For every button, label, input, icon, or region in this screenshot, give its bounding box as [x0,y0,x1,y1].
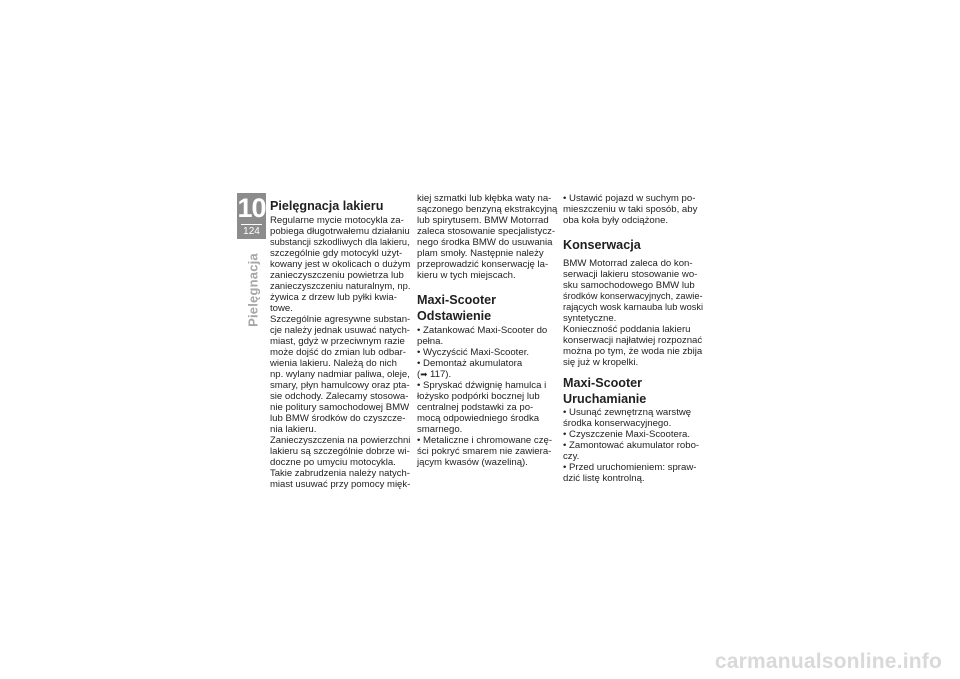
body-text-line: nie politury samochodowej BMW [270,402,410,413]
body-text-line: Szczególnie agresywne substan- [270,314,411,325]
body-text-line: • Przed uruchomieniem: spraw- [563,462,697,473]
body-text-line: wienia lakieru. Należą do nich [270,358,397,369]
body-text-line: przeprowadzić konserwację la- [417,259,549,270]
body-text-line: ści pokryć smarem nie zawiera- [417,446,552,457]
body-text-line: Zanieczyszczenia na powierzchni [270,435,411,446]
body-text-line: • Spryskać dźwignię hamulca i [417,380,547,391]
body-text-line: pobiega długotrwałemu działaniu [270,226,410,237]
body-text-line: lakieru są szczególnie dobrze wi- [270,446,410,457]
body-text-line: szczególnie gdy motocykl użyt- [270,248,403,259]
body-text-line: • Ustawić pojazd w suchym po- [563,193,696,204]
section-heading: Maxi-Scooter [417,293,497,307]
body-text-line: mieszczeniu w taki sposób, aby [563,204,698,215]
body-text-line: towe. [270,303,293,314]
body-text-line: • Demontaż akumulatora [417,358,523,369]
body-text-line: sączonego benzyną ekstrakcyjną [417,204,558,215]
body-text-line: • Czyszczenie Maxi-Scootera. [563,429,691,440]
body-text-line: żywica z drzew lub pyłki kwia- [270,292,397,303]
section-heading: Maxi-Scooter [563,376,643,390]
side-chapter-label: Pielęgnacja [245,253,261,327]
body-text-line: Regularne mycie motocykla za- [270,215,404,226]
body-text-line: np. wylany nadmiar paliwa, oleje, [270,369,410,380]
body-text-line: można po tym, że woda nie zbija [563,346,703,357]
body-text-line: zaleca stosowanie specjalistycz- [417,226,556,237]
section-heading: Konserwacja [563,238,641,252]
body-text-line: zanieczyszczeniu naturalnym, np. [270,281,411,292]
body-text-line: • Wyczyścić Maxi-Scooter. [417,347,530,358]
body-text-line: się już w kropelki. [563,357,639,368]
body-text-line: dzić listę kontrolną. [563,473,645,484]
body-text-line: oba koła były odciążone. [563,215,669,226]
body-text-line: substancji szkodliwych dla lakieru, [270,237,410,248]
body-text-line: nego środka BMW do usuwania [417,237,553,248]
section-heading: Odstawienie [417,309,492,323]
body-text-line: • Metaliczne i chromowane czę- [417,435,553,446]
body-text-line: • Zamontować akumulator robo- [563,440,700,451]
body-text-line: miast usuwać przy pomocy mięk- [270,479,411,490]
body-text-line: kieru w tych miejscach. [417,270,516,281]
body-text-line: lub spirytusem. BMW Motorrad [417,215,549,226]
body-text-line: doczne po umyciu motocykla. [270,457,396,468]
body-text-line: • Usunąć zewnętrzną warstwę [563,407,692,418]
body-text-line: smary, płyn hamulcowy oraz pta- [270,380,410,391]
watermark: carmanualsonline.info [714,650,942,673]
body-text-line: syntetyczne. [563,313,617,324]
body-text-line: rających wosk karnauba lub woski [563,302,704,313]
body-text-line: cje należy jednak usuwać natych- [270,325,410,336]
body-text-line: BMW Motorrad zaleca do kon- [563,258,693,269]
body-text-line: nia lakieru. [270,424,317,435]
body-text-line: sku samochodowego BMW lub [563,280,695,291]
arrow-right-icon: ➡ [420,370,428,380]
body-text-line: plam smoły. Następnie należy [417,248,544,259]
body-text-line: lub BMW środków do czyszcze- [270,413,406,424]
body-text-line: Konieczność poddania lakieru [563,324,691,335]
body-text-line: Takie zabrudzenia należy natych- [270,468,410,479]
reference-page: 117). [427,369,452,380]
page-number: 124 [243,226,260,237]
body-text-line: centralnej podstawki za po- [417,402,534,413]
body-text-line: sie odchody. Zalecamy stosowa- [270,391,409,402]
body-text-line: czy. [563,451,580,462]
body-text-line: kiej szmatki lub kłębka waty na- [417,193,552,204]
body-text-line: jącym kwasów (wazeliną). [417,457,528,468]
body-text-line: serwacji lakieru stosowanie wo- [563,269,698,280]
body-text-line: zanieczyszczeniu powietrza lub [270,270,404,281]
body-text-line: może dojść do zmian lub odbar- [270,347,406,358]
body-text-line: pełna. [417,336,444,347]
body-text-line: smarnego. [417,424,463,435]
body-text-line: mocą odpowiedniego środka [417,413,540,424]
chapter-tab [237,193,266,239]
body-text-line: środka konserwacyjnego. [563,418,672,429]
body-text-line: konserwacji najłatwiej rozpoznać [563,335,703,346]
section-heading: Uruchamianie [563,392,647,406]
body-text-line: • Zatankować Maxi-Scooter do [417,325,548,336]
reference-text: ( [417,369,421,380]
body-text-line: środków konserwacyjnych, zawie- [563,291,703,302]
body-text-line: miast, gdyż w przeciwnym razie [270,336,405,347]
body-text-line: łożysko podpórki bocznej lub [417,391,540,402]
section-heading: Pielęgnacja lakieru [270,199,384,213]
chapter-number: 10 [237,193,266,223]
body-text-line: kowany jest w okolicach o dużym [270,259,411,270]
